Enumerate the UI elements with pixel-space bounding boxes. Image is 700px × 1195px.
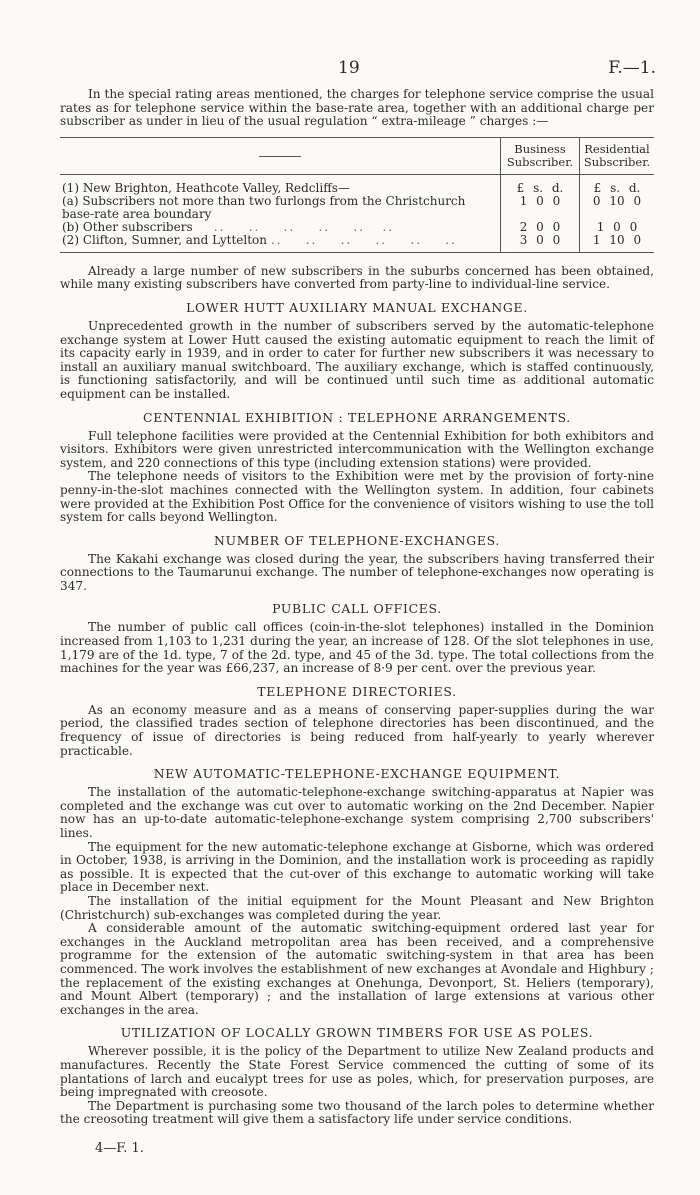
timbers-heading: UTILIZATION OF LOCALLY GROWN TIMBERS FOR USE AS POLES. [120, 1025, 594, 1041]
empty-cell [580, 208, 655, 221]
page-signature: 4—F. 1. [95, 1141, 144, 1156]
section-code: F.—1. [608, 58, 656, 78]
table-row [60, 174, 654, 195]
timbers-paragraph-1: Wherever possible, it is the policy of the Department to utilize New Zealand products and manufactures. Recently the State Forest Service commenced the cutting of some of its plantations of larch and eucalypt trees for use as poles, which, for preservation purposes, are being impregnated with creosote. [60, 1044, 654, 1100]
residential-column-header: Residential Subscriber. [580, 137, 655, 174]
automatic-paragraph-4: A considerable amount of the automatic switching-equipment ordered last year for exchanges in the Auckland metropolitan area has been received, and a comprehensive programme for the extension of the automatic switching-system in that area has been commenced. The work involves the establishment of new exchanges at Avondale and Highbury ; the replacement of the existing exchanges at Onehunga, Devonport, St. Heliers (temporary), and Mount Albert (temporary) ; and the installation of large extensions at various other exchanges in the area. [60, 921, 654, 1017]
directories-heading: TELEPHONE DIRECTORIES. [257, 683, 457, 699]
leader-dots: .. .. .. .. .. .. [196, 219, 395, 234]
automatic-paragraph-1: The installation of the automatic-telephone-exchange switching-apparatus at Napier was completed and the exchange was cut over to automatic working on the 2nd December. Napier now has an up-to-date automatic-telephone-exchange system comprising 2,700 subscribers' lines. [60, 785, 654, 840]
residential-amount: 1 0 0 [580, 221, 655, 234]
page-body [60, 88, 654, 1127]
automatic-paragraph-3: The installation of the initial equipment for the Mount Pleasant and New Brighton (Christchurch) sub-exchanges was completed during the year. [60, 893, 654, 922]
call-offices-paragraph: The number of public call offices (coin-in-the-slot telephones) installed in the Dominion increased from 1,103 to 1,231 during the year, an increase of 128. Of the slot telephones in use, 1,179 are of the 1d. type, 7 of the 2d. type, and 45 of the 3d. type. The total collections from the machines for the year was £66,237, an increase of 8·9 per cent. over the previous year. [60, 620, 654, 676]
business-column-header: Business Subscriber. [501, 137, 580, 174]
suburbs-paragraph: Already a large number of new subscribers in the suburbs concerned has been obtained, while many existing subscribers have converted from party-line to individual-line service. [60, 263, 654, 292]
directories-paragraph: As an economy measure and as a means of conserving paper-supplies during the war period, the classified trades section of telephone directories has been discontinued, and the frequency of issue of directories is being reduced from half-yearly to yearly wherever practicable. [60, 702, 654, 758]
row-label: (1) New Brighton, Heathcote Valley, Redcliffs— [62, 180, 350, 195]
table-row [60, 234, 654, 253]
row-label-cell [60, 234, 501, 253]
lower-hutt-heading: LOWER HUTT AUXILIARY MANUAL EXCHANGE. [186, 299, 528, 315]
table-row [60, 195, 654, 208]
residential-units: £ s. d. [580, 174, 655, 195]
centennial-paragraph-2: The telephone needs of visitors to the Exhibition were met by the provision of forty-nine penny-in-the-slot machines connected with the Wellington system. In addition, four cabinets were provided at the Exhibition Post Office for the convenience of visitors wishing to use the toll system for calls beyond Wellington. [60, 469, 654, 525]
description-column-header [60, 137, 501, 174]
centennial-paragraph-1: Full telephone facilities were provided at the Centennial Exhibition for both exhibitors and visitors. Exhibitors were given unrestricted intercommunication with the Wellington exchange system, and 220 connections of this type (including extension stations) were provided. [60, 428, 654, 470]
rates-table-header [60, 137, 654, 174]
intro-paragraph: In the special rating areas mentioned, the charges for telephone service comprise the usual rates as for telephone service within the base-rate area, together with an additional charge per subscriber as under in lieu of the usual regulation “ extra-mileage ” charges :— [60, 87, 654, 129]
business-amount: 3 0 0 [501, 234, 580, 253]
page-header [0, 58, 700, 78]
row-label-continued: base-rate area boundary [62, 206, 212, 221]
automatic-paragraph-2: The equipment for the new automatic-telephone exchange at Gisborne, which was ordered in October, 1938, is arriving in the Dominion, and the installation work is proceeding as rapidly as possible. It is expected that the cut-over of this exchange to automatic working will take place in December next. [60, 839, 654, 895]
row-label: (2) Clifton, Sumner, and Lyttelton [62, 232, 267, 247]
row-label: (a) Subscribers not more than two furlongs from the Christchurch [62, 193, 466, 208]
residential-amount: 0 10 0 [580, 195, 655, 208]
call-offices-heading: PUBLIC CALL OFFICES. [272, 601, 442, 617]
timbers-paragraph-2: The Department is purchasing some two thousand of the larch poles to determine whether the creosoting treatment will give them a satisfactory life under service conditions. [60, 1098, 654, 1127]
business-units: £ s. d. [501, 174, 580, 195]
business-amount: 2 0 0 [501, 221, 580, 234]
header-dash [259, 156, 301, 157]
business-amount: 1 0 0 [501, 195, 580, 208]
automatic-equipment-heading: NEW AUTOMATIC-TELEPHONE-EXCHANGE EQUIPMENT. [153, 766, 561, 782]
leader-dots: .. .. .. .. .. .. [270, 232, 457, 247]
exchanges-heading: NUMBER OF TELEPHONE-EXCHANGES. [214, 532, 500, 548]
residential-amount: 1 10 0 [580, 234, 655, 253]
row-label: (b) Other subscribers [62, 219, 193, 234]
centennial-heading: CENTENNIAL EXHIBITION : TELEPHONE ARRANGEMENTS. [143, 409, 571, 425]
empty-cell [501, 208, 580, 221]
rates-table [60, 137, 654, 253]
lower-hutt-paragraph: Unprecedented growth in the number of subscribers served by the automatic-telephone exchange system at Lower Hutt caused the existing automatic equipment to reach the limit of its capacity early in 1939, and in order to cater for further new subscribers it was necessary to install an auxiliary manual switchboard. The auxiliary exchange, which is staffed continuously, is functioning satisfactorily, and will be continued until such time as additional automatic equipment can be installed. [60, 318, 654, 401]
page-number: 19 [338, 58, 360, 78]
exchanges-paragraph: The Kakahi exchange was closed during the year, the subscribers having transferred their connections to the Taumarunui exchange. The number of telephone-exchanges now operating is 347. [60, 551, 654, 593]
